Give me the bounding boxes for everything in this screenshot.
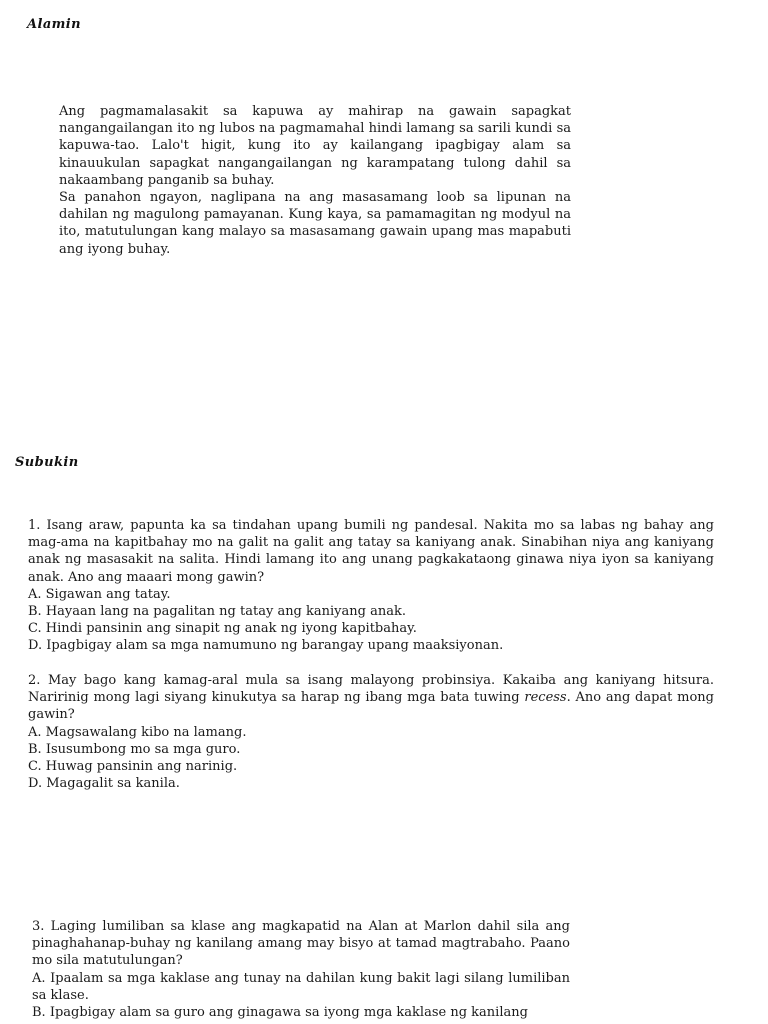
question-2-option-d[interactable]: D. Magagalit sa kanila. xyxy=(28,776,180,792)
question-2-option-b[interactable]: B. Isusumbong mo sa mga guro. xyxy=(28,741,241,757)
question-3-option-a[interactable]: A. Ipaalam sa mga kaklase ang tunay na dahilan kung bakit lagi silang lumiliban sa klase. xyxy=(32,970,570,1003)
question-2 xyxy=(28,672,714,792)
question-2-option-a[interactable]: A. Magsawalang kibo na lamang. xyxy=(28,724,247,740)
question-1-text: 1. Isang araw, papunta ka sa tindahan upang bumili ng pandesal. Nakita mo sa labas ng bahay ang mag-ama na kapitbahay mo na galit na galit ang tatay sa kaniyang anak. Sinabihan niya ang kaniyang anak ng masasakit na salita. Hindi lamang ito ang unang pagkakataong ginawa niya iyon sa kaniyang anak. Ano ang maaari mong gawin? xyxy=(28,518,714,585)
alamin-body xyxy=(59,103,571,258)
question-2-text-start: 2. May bago kang kamag-aral mula sa isang malayong probinsiya. Kakaiba ang kaniyang hitsura. Naririnig mong lagi siyang kinukutya sa harap ng ibang mga bata tuwing xyxy=(28,673,714,706)
question-3-option-b[interactable]: B. Ipagbigay alam sa guro ang ginagawa sa iyong mga kaklase ng kanilang xyxy=(32,1005,528,1021)
question-2-text xyxy=(28,672,714,724)
question-1-option-c[interactable]: C. Hindi pansinin ang sinapit ng anak ng iyong kapitbahay. xyxy=(28,621,417,637)
alamin-paragraph-1: Ang pagmamalasakit sa kapuwa ay mahirap na gawain sapagkat nangangailangan ito ng lubos na pagmamahal hindi lamang sa sarili kundi sa kapuwa-tao. Lalo't higit, kung ito ay kailangang ipagbigay alam sa kinauukulan sapagkat nangangailangan ng karampatang tulong dahil sa nakaambang panganib sa buhay. xyxy=(59,104,571,188)
question-2-text-end: . Ano ang dapat mong gawin? xyxy=(28,690,714,723)
question-1 xyxy=(28,517,714,655)
question-1-option-d[interactable]: D. Ipagbigay alam sa mga namumuno ng barangay upang maaksiyonan. xyxy=(28,638,504,654)
question-3 xyxy=(32,918,570,1021)
question-1-option-a[interactable]: A. Sigawan ang tatay. xyxy=(28,586,171,602)
question-2-option-c[interactable]: C. Huwag pansinin ang narinig. xyxy=(28,759,238,775)
alamin-paragraph-2: Sa panahon ngayon, naglipana na ang masasamang loob sa lipunan na dahilan ng magulong pamayanan. Kung kaya, sa pamamagitan ng modyul na ito, matutulungan kang malayo sa masasamang gawain upang mas mapabuti ang iyong buhay. xyxy=(59,190,571,257)
alamin-heading: Alamin xyxy=(27,17,81,32)
question-3-text: 3. Laging lumiliban sa klase ang magkapatid na Alan at Marlon dahil sila ang pinaghahanap-buhay ng kanilang amang may bisyo at tamad magtrabaho. Paano mo sila matutulungan? xyxy=(32,919,570,969)
subukin-heading: Subukin xyxy=(15,455,79,470)
question-1-option-b[interactable]: B. Hayaan lang na pagalitan ng tatay ang kaniyang anak. xyxy=(28,604,406,620)
question-2-text-emphasis: recess xyxy=(524,690,567,706)
